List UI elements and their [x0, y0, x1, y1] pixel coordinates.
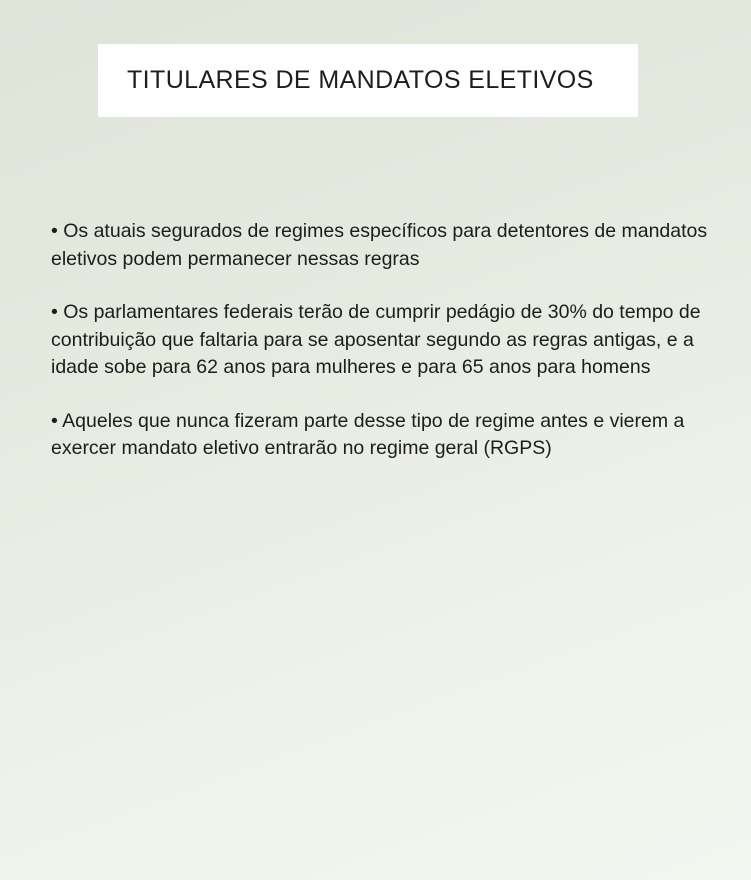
bullet-item-1: • Os atuais segurados de regimes específicos para detentores de mandatos eletivos podem permanecer nessas regras: [51, 220, 708, 270]
slide-title-band: [98, 44, 638, 117]
page-title: TITULARES DE MANDATOS ELETIVOS: [127, 66, 594, 94]
bullet-item-3: • Aqueles que nunca fizeram parte desse tipo de regime antes e vierem a exercer mandato eletivo entrarão no regime geral (RGPS): [51, 409, 685, 459]
slide-body: [51, 218, 711, 463]
bullet-item-2: • Os parlamentares federais terão de cumprir pedágio de 30% do tempo de contribuição que faltaria para se aposentar segundo as regras antigas, e a idade sobe para 62 anos para mulheres e para 65 anos para homens: [51, 301, 701, 378]
